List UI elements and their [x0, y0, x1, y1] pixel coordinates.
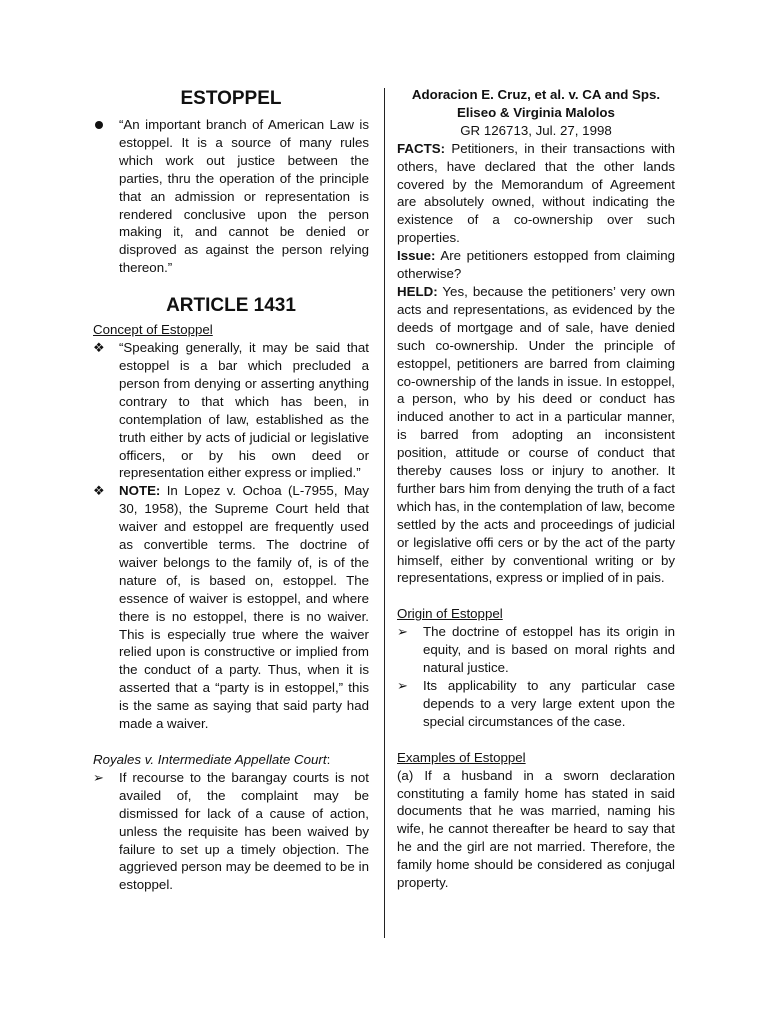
intro-quote: “An important branch of American Law is estoppel. It is a source of many rules which work out justice between the parties, thru the operation of the principle that an admission or representation is rendered conclusive upon the person making it, and cannot be denied or disproved as against the person relying thereon.”	[119, 117, 369, 276]
royales-text: If recourse to the barangay courts is not availed of, the complaint may be dismissed for lack of a cause of action, unless the requisite has been waived by failure to set up a timely objection. The aggrieved person may be deemed to be in estoppel.	[119, 769, 369, 893]
concept-text: “Speaking generally, it may be said that estoppel is a bar which precluded a person from denying or asserting anything contrary to that which has been, in contemplation of law, established as the truth either by acts of judicial or legislative officers, or by his own deed or representation either express or implied.”	[119, 340, 369, 481]
issue-paragraph	[397, 247, 675, 283]
arrow-bullet-icon: ➢	[397, 624, 408, 640]
issue-label: Issue:	[397, 248, 436, 264]
held-label: HELD:	[397, 283, 438, 299]
left-column	[93, 86, 369, 894]
royales-item	[93, 769, 369, 894]
origin-text: The doctrine of estoppel has its origin in equity, and is based on moral rights and natural justice.	[423, 624, 675, 676]
arrow-bullet-icon: ➢	[93, 769, 104, 785]
facts-paragraph	[397, 140, 675, 247]
note-item	[93, 482, 369, 733]
origin-item	[397, 677, 675, 731]
issue-text: Are petitioners estopped from claiming otherwise?	[397, 248, 675, 282]
note-text: In Lopez v. Ochoa (L-7955, May 30, 1958), the Supreme Court held that waiver and estoppel are frequently used as convertible terms. The doctrine of waiver belongs to the family of, is of the nature of, is based on, estoppel. The essence of waiver is estoppel, and where there is no estoppel, there is no waiver. This is especially true where the waiver relied upon is constructive or implied from the conduct of a party. Thus, when it is asserted that a “party is in estoppel,” this is the same as saying that said party had made a waiver.	[119, 483, 369, 732]
examples-heading: Examples of Estoppel	[397, 749, 526, 765]
note-label: NOTE:	[119, 483, 161, 499]
origin-item	[397, 623, 675, 677]
royales-heading-line	[93, 751, 369, 769]
example-a: (a) If a husband in a sworn declaration constituting a family home has stated in said documents that he was married, naming his wife, he cannot thereafter be heard to say that he and the girl are not married. Therefore, the family home should be considered as conjugal property.	[397, 767, 675, 891]
concept-heading: Concept of Estoppel	[93, 322, 213, 338]
case-title-line1: Adoracion E. Cruz, et al. v. CA and Sps.	[411, 87, 661, 102]
case-title-line2: Eliseo & Virginia Malolos	[457, 104, 615, 120]
concept-item	[93, 339, 369, 482]
column-divider	[384, 88, 385, 938]
royales-colon: :	[326, 752, 331, 767]
round-bullet-icon	[95, 121, 103, 129]
diamond-bullet-icon: ❖	[93, 340, 105, 356]
article-heading: ARTICLE 1431	[166, 295, 296, 317]
diamond-bullet-icon: ❖	[93, 483, 105, 499]
held-text: Yes, because the petitioners’ very own acts and representations, as evidenced by the deeds of mortgage and of sale, have denied such co-ownership. Under the principle of estoppel, petitioners are barred from claiming co-ownership of the lands in issue. In estoppel, a person, who by his deed or conduct has induced another to act in a particular manner, is barred from adopting an inconsistent position, attitude or course of conduct that thereby causes loss or injury to another. It further bars him from denying the truth of a fact which has, in the contemplation of law, become settled by the acts and proceedings of judicial or legislative offi cers or by the act of the party himself, either by conventional writing or by representations, express or implied of in pais.	[397, 283, 675, 586]
case-gr: GR 126713, Jul. 27, 1998	[460, 122, 612, 138]
held-paragraph	[397, 283, 675, 587]
origin-text: Its applicability to any particular case depends to a very large extent upon the special circumstances of the case.	[423, 678, 675, 729]
intro-item	[93, 116, 369, 277]
origin-heading: Origin of Estoppel	[397, 606, 503, 622]
royales-heading: Royales v. Intermediate Appellate Court	[93, 752, 327, 767]
facts-label: FACTS:	[397, 140, 446, 156]
page-title: ESTOPPEL	[180, 88, 282, 109]
arrow-bullet-icon: ➢	[397, 678, 408, 693]
right-column	[397, 86, 675, 892]
facts-text: Petitioners, in their transactions with others, have declared that the other lands covered by the Memorandum of Agreement are absolutely owned, without indicating the existence of a co-ownership over such properties.	[397, 140, 675, 246]
